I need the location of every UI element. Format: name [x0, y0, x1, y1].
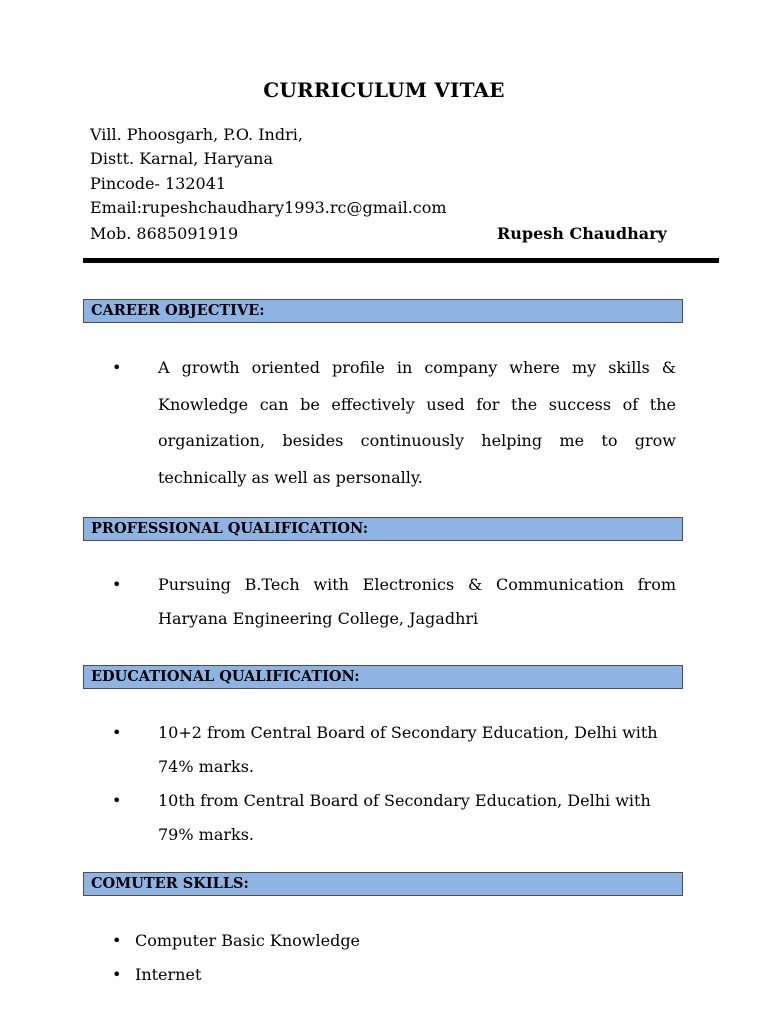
bullet-icon: • [112, 791, 122, 810]
education-item-10th: 10th from Central Board of Secondary Education, Delhi with 79% marks. [158, 791, 651, 844]
section-heading-educational-qualification: EDUCATIONAL QUALIFICATION: [83, 665, 683, 689]
header-divider [83, 258, 719, 263]
candidate-name: Rupesh Chaudhary [497, 224, 667, 243]
skill-item: Computer Basic Knowledge [135, 931, 361, 950]
section-heading-career-objective: CAREER OBJECTIVE: [83, 299, 683, 323]
section-heading-professional-qualification: PROFESSIONAL QUALIFICATION: [83, 517, 683, 541]
section-heading-computer-skills: COMUTER SKILLS: [83, 872, 683, 896]
document-title: CURRICULUM VITAE [263, 78, 505, 102]
bullet-icon: • [112, 931, 122, 950]
professional-qualification-text: Pursuing B.Tech with Electronics & Communication from Haryana Engineering College, Jagadhri [158, 575, 676, 628]
address-line-2: Distt. Karnal, Haryana [90, 149, 274, 168]
address-pincode: Pincode- 132041 [90, 174, 227, 193]
bullet-icon: • [112, 965, 122, 984]
bullet-icon: • [112, 575, 122, 594]
bullet-icon: • [112, 723, 122, 742]
address-line-1: Vill. Phoosgarh, P.O. Indri, [90, 125, 303, 144]
education-item-12th: 10+2 from Central Board of Secondary Education, Delhi with 74% marks. [158, 723, 658, 776]
skill-item: Internet [135, 965, 202, 984]
career-objective-text: A growth oriented profile in company where my skills & Knowledge can be effectively used for the success of the organization, besides continuously helping me to grow technically as well as personally. [158, 358, 676, 487]
bullet-icon: • [112, 358, 122, 377]
address-email: Email:rupeshchaudhary1993.rc@gmail.com [90, 198, 447, 217]
address-mobile: Mob. 8685091919 [90, 224, 239, 243]
